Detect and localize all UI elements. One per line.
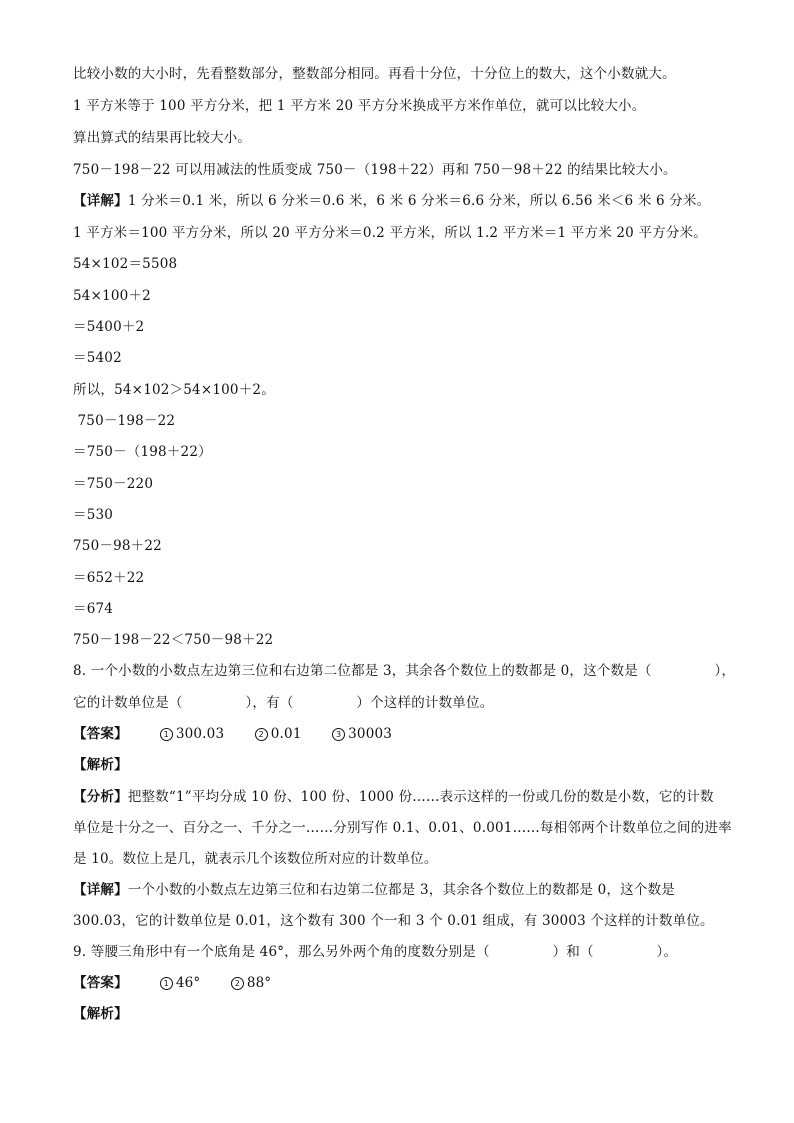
analysis-tag: 【解析】 bbox=[73, 1006, 128, 1022]
answer-item bbox=[231, 973, 272, 993]
math-line: ＝530 bbox=[73, 507, 114, 523]
analysis-line: 单位是十分之一、百分之一、千分之一……分别写作 0.1、0.01、0.001……每相邻两个计数单位之间的进率 bbox=[73, 820, 732, 836]
fenxi-tag: 【分析】 bbox=[73, 789, 128, 805]
answer-value: 30003 bbox=[348, 726, 393, 742]
math-line: 750－98＋22 bbox=[73, 538, 162, 554]
answer-item bbox=[160, 973, 201, 993]
text-line: 比较小数的大小时，先看整数部分，整数部分相同。再看十分位，十分位上的数大，这个小数就大。 bbox=[73, 66, 676, 82]
detail-tag: 【详解】 bbox=[73, 193, 128, 209]
question-9-line-1: 9. 等腰三角形中有一个底角是 46°，那么另外两个角的度数分别是（ ）和（ ）。 bbox=[73, 944, 678, 960]
detail-text: 一个小数的小数点左边第三位和右边第二位都是 3，其余各个数位上的数都是 0，这个数是 bbox=[127, 882, 675, 898]
answer-value: 300.03 bbox=[175, 726, 225, 742]
text-line: 所以，54×102＞54×100＋2。 bbox=[73, 382, 275, 398]
math-line: ＝750－（198＋22） bbox=[73, 444, 212, 460]
answer-item bbox=[332, 724, 392, 744]
math-line: ＝5400＋2 bbox=[73, 319, 145, 335]
circled-number: 2 bbox=[231, 977, 244, 990]
circled-number: 1 bbox=[160, 728, 173, 741]
circled-number: 3 bbox=[332, 728, 345, 741]
answer-value: 0.01 bbox=[270, 726, 302, 742]
math-line: 54×100＋2 bbox=[73, 288, 151, 304]
math-line: ＝652＋22 bbox=[73, 570, 145, 586]
math-line: 750－198－22 bbox=[73, 413, 176, 429]
analysis-line bbox=[73, 787, 714, 807]
circled-number: 2 bbox=[255, 728, 268, 741]
circled-number: 1 bbox=[160, 977, 173, 990]
question-9-answer bbox=[73, 973, 271, 993]
math-line: 750－198－22＜750－98＋22 bbox=[73, 632, 274, 648]
detail-line bbox=[73, 880, 675, 900]
math-line: ＝750－220 bbox=[73, 476, 154, 492]
question-8-line-1: 8. 一个小数的小数点左边第三位和右边第二位都是 3，其余各个数位上的数都是 0，这个数是（ ）， bbox=[73, 663, 736, 679]
text-line: 1 平方米＝100 平方分米，所以 20 平方分米＝0.2 平方米，所以 1.2 平方米＝1 平方米 20 平方分米。 bbox=[73, 225, 707, 241]
answer-item bbox=[160, 724, 224, 744]
text-line: 1 平方米等于 100 平方分米，把 1 平方米 20 平方分米换成平方米作单位，就可以比较大小。 bbox=[73, 98, 646, 114]
text-line: 750－198－22 可以用减法的性质变成 750－（198＋22）再和 750－98＋22 的结果比较大小。 bbox=[73, 162, 677, 178]
detail-text: 1 分米＝0.1 米，所以 6 分米＝0.6 米，6 米 6 分米＝6.6 分米，所以 6.56 米＜6 米 6 分米。 bbox=[127, 193, 711, 209]
answer-tag: 【答案】 bbox=[73, 726, 128, 742]
math-line: ＝5402 bbox=[73, 350, 122, 366]
detail-line: 300.03，它的计数单位是 0.01，这个数有 300 个一和 3 个 0.01 组成，有 30003 个这样的计数单位。 bbox=[73, 913, 714, 929]
answer-tag: 【答案】 bbox=[73, 975, 128, 991]
fenxi-text: 把整数“1”平均分成 10 份、100 份、1000 份……表示这样的一份或几份的数是小数，它的计数 bbox=[127, 789, 714, 805]
question-8-line-2: 它的计数单位是（ ），有（ ）个这样的计数单位。 bbox=[73, 695, 494, 711]
question-8-answer bbox=[73, 724, 392, 744]
answer-value: 88° bbox=[246, 975, 272, 991]
analysis-tag: 【解析】 bbox=[73, 757, 128, 773]
answer-item bbox=[255, 724, 302, 744]
detail-line bbox=[73, 191, 710, 211]
detail-tag: 【详解】 bbox=[73, 882, 128, 898]
math-line: ＝674 bbox=[73, 601, 114, 617]
analysis-line: 是 10。数位上是几，就表示几个该数位所对应的计数单位。 bbox=[73, 851, 438, 867]
answer-value: 46° bbox=[175, 975, 201, 991]
text-line: 算出算式的结果再比较大小。 bbox=[73, 130, 252, 146]
math-line: 54×102＝5508 bbox=[73, 256, 178, 272]
